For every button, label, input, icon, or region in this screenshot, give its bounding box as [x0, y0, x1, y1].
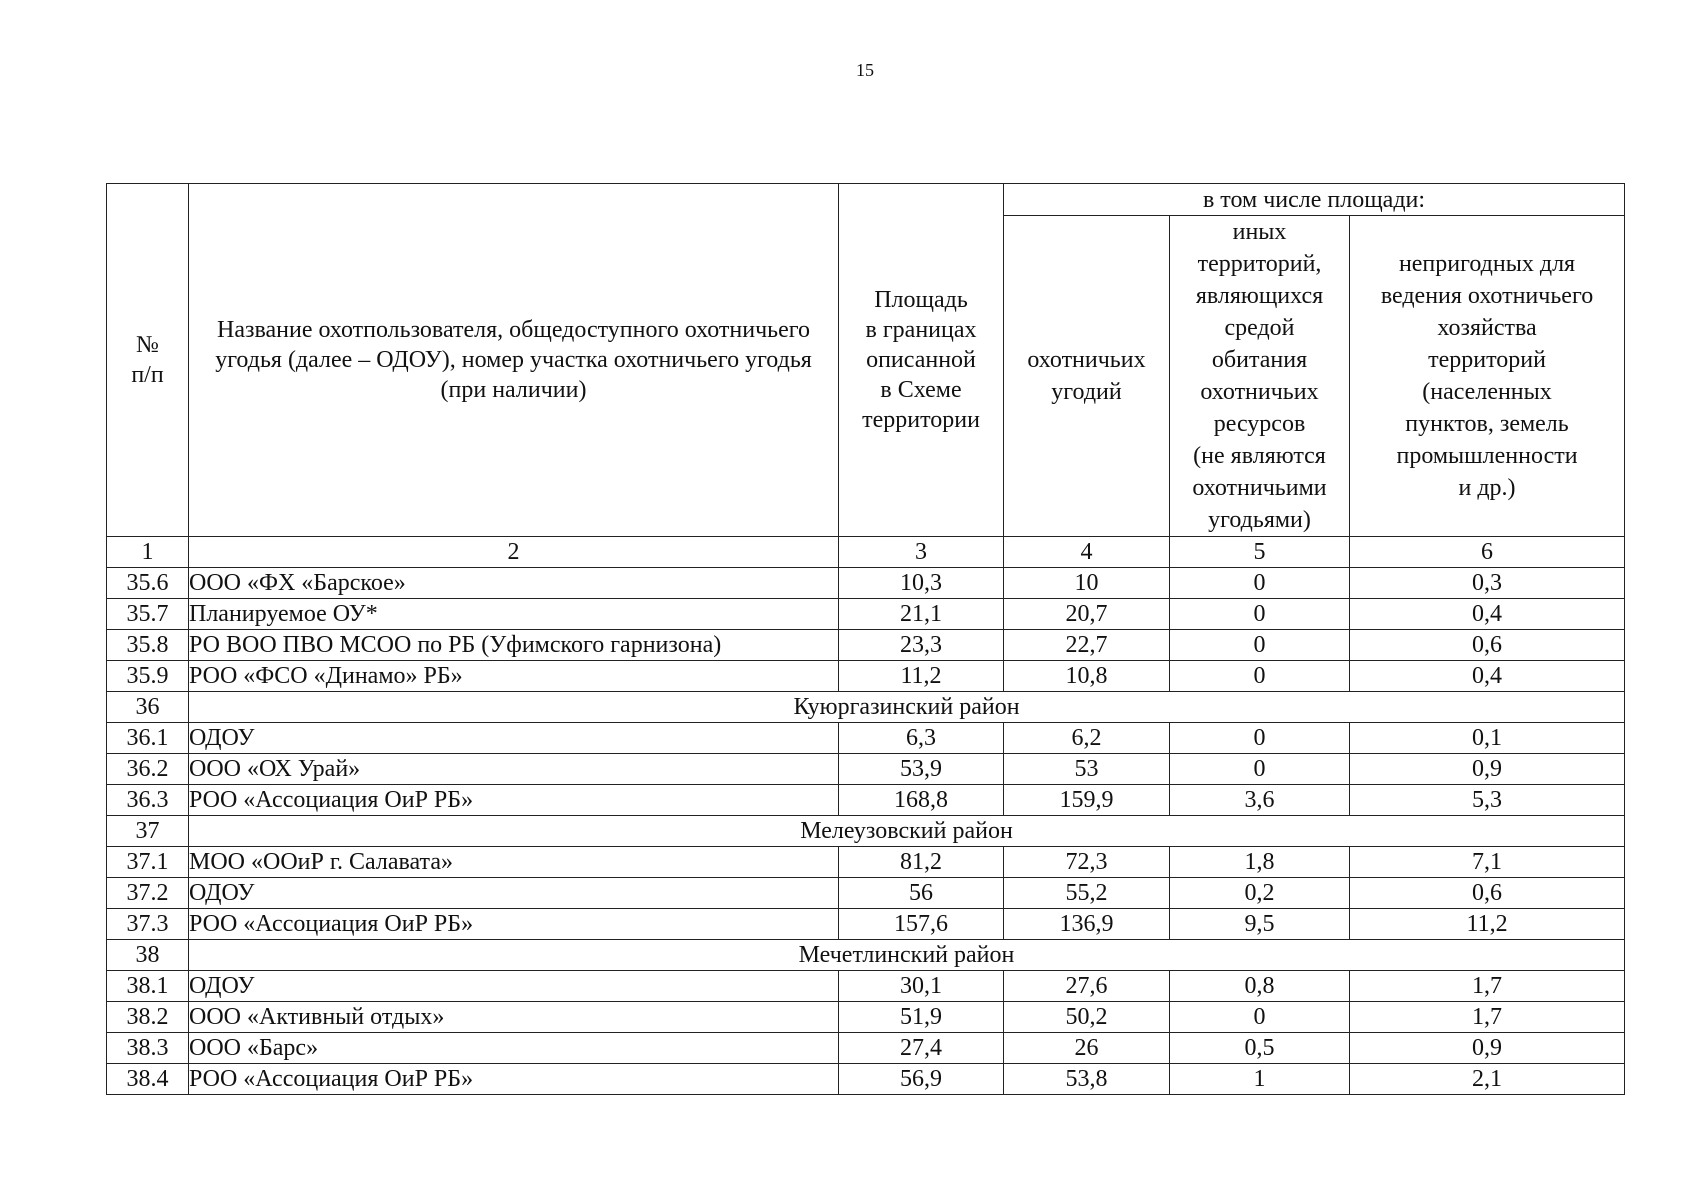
- row-number: 35.9: [107, 661, 189, 692]
- row-number: 35.7: [107, 599, 189, 630]
- table-row: [107, 599, 1625, 630]
- row-number: 36.1: [107, 723, 189, 754]
- hunting-area-value: 159,9: [1004, 785, 1170, 816]
- area-value: 56,9: [839, 1064, 1004, 1095]
- row-number: 37.2: [107, 878, 189, 909]
- row-number: 36.2: [107, 754, 189, 785]
- column-index: 2: [189, 537, 839, 568]
- hunting-area-value: 10: [1004, 568, 1170, 599]
- district-name: Куюргазинский район: [189, 692, 1625, 723]
- hunting-area-value: 26: [1004, 1033, 1170, 1064]
- unsuitable-area-value: 11,2: [1350, 909, 1625, 940]
- other-area-value: 0: [1170, 630, 1350, 661]
- column-index-row: [107, 537, 1625, 568]
- page-number: 15: [856, 60, 874, 80]
- area-value: 168,8: [839, 785, 1004, 816]
- hunting-area-value: 53,8: [1004, 1064, 1170, 1095]
- hunting-area-value: 20,7: [1004, 599, 1170, 630]
- other-area-value: 1,8: [1170, 847, 1350, 878]
- unsuitable-area-value: 0,4: [1350, 599, 1625, 630]
- area-value: 27,4: [839, 1033, 1004, 1064]
- hunting-area-value: 27,6: [1004, 971, 1170, 1002]
- other-area-value: 0,8: [1170, 971, 1350, 1002]
- area-value: 157,6: [839, 909, 1004, 940]
- row-number: 36: [107, 692, 189, 723]
- unsuitable-area-value: 0,4: [1350, 661, 1625, 692]
- hunting-area-value: 53: [1004, 754, 1170, 785]
- area-value: 53,9: [839, 754, 1004, 785]
- table-row: [107, 1064, 1625, 1095]
- table-row: [107, 630, 1625, 661]
- user-name: РОО «ФСО «Динамо» РБ»: [189, 661, 839, 692]
- row-number: 35.8: [107, 630, 189, 661]
- user-name: ООО «Барс»: [189, 1033, 839, 1064]
- other-area-value: 0,2: [1170, 878, 1350, 909]
- district-name: Мелеузовский район: [189, 816, 1625, 847]
- header-group: в том числе площади:: [1004, 184, 1625, 216]
- district-row: [107, 816, 1625, 847]
- unsuitable-area-value: 0,3: [1350, 568, 1625, 599]
- table-body: [107, 568, 1625, 1095]
- header-hunting: охотничьих угодий: [1004, 216, 1170, 537]
- user-name: РОО «Ассоциация ОиР РБ»: [189, 1064, 839, 1095]
- hunting-grounds-table: [106, 183, 1625, 1095]
- other-area-value: 0: [1170, 599, 1350, 630]
- unsuitable-area-value: 5,3: [1350, 785, 1625, 816]
- row-number: 37.3: [107, 909, 189, 940]
- hunting-area-value: 72,3: [1004, 847, 1170, 878]
- table-row: [107, 1002, 1625, 1033]
- column-index: 5: [1170, 537, 1350, 568]
- unsuitable-area-value: 0,1: [1350, 723, 1625, 754]
- hunting-area-value: 10,8: [1004, 661, 1170, 692]
- unsuitable-area-value: 1,7: [1350, 971, 1625, 1002]
- table-row: [107, 568, 1625, 599]
- area-value: 30,1: [839, 971, 1004, 1002]
- area-value: 21,1: [839, 599, 1004, 630]
- hunting-area-value: 55,2: [1004, 878, 1170, 909]
- table-row: [107, 754, 1625, 785]
- row-number: 37.1: [107, 847, 189, 878]
- row-number: 38.3: [107, 1033, 189, 1064]
- other-area-value: 9,5: [1170, 909, 1350, 940]
- table-row: [107, 785, 1625, 816]
- user-name: ООО «ФХ «Барское»: [189, 568, 839, 599]
- other-area-value: 1: [1170, 1064, 1350, 1095]
- column-index: 3: [839, 537, 1004, 568]
- row-number: 38.2: [107, 1002, 189, 1033]
- hunting-area-value: 6,2: [1004, 723, 1170, 754]
- table-row: [107, 1033, 1625, 1064]
- user-name: РОО «Ассоциация ОиР РБ»: [189, 909, 839, 940]
- table-row: [107, 971, 1625, 1002]
- area-value: 6,3: [839, 723, 1004, 754]
- table-row: [107, 661, 1625, 692]
- user-name: РО ВОО ПВО МСОО по РБ (Уфимского гарнизона): [189, 630, 839, 661]
- column-index: 4: [1004, 537, 1170, 568]
- header-other: иных территорий, являющихся средой обитания охотничьих ресурсов (не являются охотничьими угодьями): [1170, 216, 1350, 537]
- area-value: 23,3: [839, 630, 1004, 661]
- district-name: Мечетлинский район: [189, 940, 1625, 971]
- unsuitable-area-value: 0,9: [1350, 1033, 1625, 1064]
- user-name: ОДОУ: [189, 971, 839, 1002]
- other-area-value: 0,5: [1170, 1033, 1350, 1064]
- row-number: 35.6: [107, 568, 189, 599]
- user-name: РОО «Ассоциация ОиР РБ»: [189, 785, 839, 816]
- user-name: МОО «ООиР г. Салавата»: [189, 847, 839, 878]
- header-num: № п/п: [107, 184, 189, 537]
- other-area-value: 0: [1170, 754, 1350, 785]
- other-area-value: 0: [1170, 723, 1350, 754]
- table-row: [107, 847, 1625, 878]
- unsuitable-area-value: 1,7: [1350, 1002, 1625, 1033]
- area-value: 51,9: [839, 1002, 1004, 1033]
- unsuitable-area-value: 0,9: [1350, 754, 1625, 785]
- hunting-area-value: 22,7: [1004, 630, 1170, 661]
- row-number: 38.4: [107, 1064, 189, 1095]
- other-area-value: 0: [1170, 1002, 1350, 1033]
- column-index: 1: [107, 537, 189, 568]
- user-name: ОДОУ: [189, 878, 839, 909]
- row-number: 38: [107, 940, 189, 971]
- area-value: 56: [839, 878, 1004, 909]
- unsuitable-area-value: 2,1: [1350, 1064, 1625, 1095]
- table-row: [107, 909, 1625, 940]
- district-row: [107, 692, 1625, 723]
- area-value: 11,2: [839, 661, 1004, 692]
- other-area-value: 3,6: [1170, 785, 1350, 816]
- table-row: [107, 878, 1625, 909]
- hunting-area-value: 136,9: [1004, 909, 1170, 940]
- hunting-area-value: 50,2: [1004, 1002, 1170, 1033]
- column-index: 6: [1350, 537, 1625, 568]
- area-value: 10,3: [839, 568, 1004, 599]
- row-number: 37: [107, 816, 189, 847]
- unsuitable-area-value: 0,6: [1350, 878, 1625, 909]
- header-area: Площадь в границах описанной в Схеме территории: [839, 184, 1004, 537]
- header-unsuitable: непригодных для ведения охотничьего хозяйства территорий (населенных пунктов, земель промышленности и др.): [1350, 216, 1625, 537]
- user-name: ООО «Активный отдых»: [189, 1002, 839, 1033]
- row-number: 38.1: [107, 971, 189, 1002]
- unsuitable-area-value: 0,6: [1350, 630, 1625, 661]
- table-row: [107, 723, 1625, 754]
- user-name: ООО «ОХ Урай»: [189, 754, 839, 785]
- unsuitable-area-value: 7,1: [1350, 847, 1625, 878]
- row-number: 36.3: [107, 785, 189, 816]
- other-area-value: 0: [1170, 568, 1350, 599]
- user-name: Планируемое ОУ*: [189, 599, 839, 630]
- header-name: Название охотпользователя, общедоступного охотничьего угодья (далее – ОДОУ), номер участка охотничьего угодья (при наличии): [189, 184, 839, 537]
- area-value: 81,2: [839, 847, 1004, 878]
- user-name: ОДОУ: [189, 723, 839, 754]
- other-area-value: 0: [1170, 661, 1350, 692]
- district-row: [107, 940, 1625, 971]
